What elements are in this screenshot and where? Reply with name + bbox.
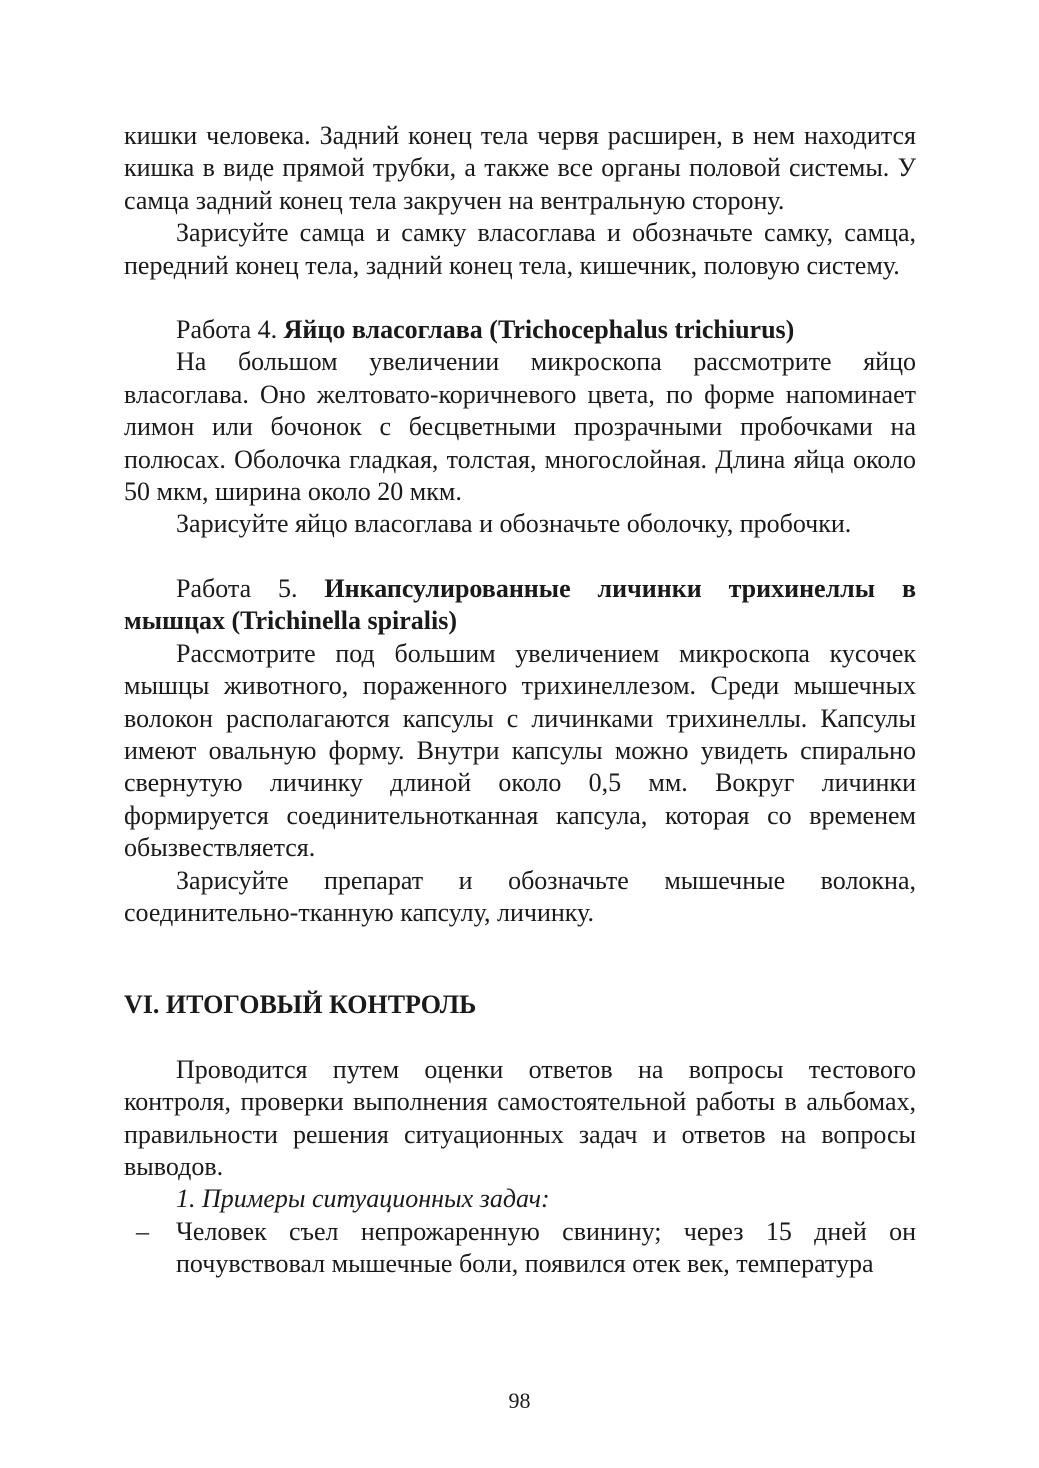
work4-task: Зарисуйте яйцо власоглава и обозначьте оболочку, пробочки. — [176, 509, 852, 539]
work4-prefix: Работа 4. — [176, 315, 278, 345]
paragraph-task-drawing-whipworm: Зарисуйте самца и самку власоглава и обозначьте самку, самца, передний конец тела, задний конец тела, кишечник, половую систему. — [124, 218, 916, 280]
spacer — [124, 929, 916, 989]
paragraph-intro: кишки человека. Задний конец тела червя расширен, в нем находится кишка в виде прямой трубки, а также все органы половой системы. У самца задний конец тела закручен на вентральную сторону. — [124, 121, 916, 215]
spacer — [124, 541, 916, 573]
spacer — [124, 1022, 916, 1054]
work4-title-line — [124, 314, 916, 346]
page-number: 98 — [508, 1388, 531, 1413]
examples-title: 1. Примеры ситуационных задач: — [176, 1184, 550, 1214]
work5-title: Инкапсулированные личинки трихинеллы в мышцах (Trichinella spiralis) — [124, 573, 917, 636]
work5-prefix: Работа 5. — [176, 573, 298, 603]
section-heading: VI. ИТОГОВЫЙ КОНТРОЛЬ — [124, 990, 477, 1020]
spacer — [124, 282, 916, 314]
work5-body: Рассмотрите под большим увеличением микроскопа кусочек мышцы животного, пораженного трихинеллезом. Среди мышечных волокон располагаются капсулы с личинками трихинеллы. Капсулы имеют овальную форму. Внутри капсулы можно увидеть спирально свернутую личинку длиной около 0,5 мм. Вокруг личинки формируется соединительнотканная капсула, которая со временем обызвествляется. — [124, 638, 916, 863]
work5-title-line — [124, 573, 916, 638]
page-content — [124, 120, 916, 1281]
work4-body: На большом увеличении микроскопа рассмотрите яйцо власоглава. Оно желтовато-коричневого цвета, по форме напоминает лимон или бочонок с бесцветными прозрачными пробочками на полюсах. Оболочка гладкая, толстая, многослойная. Длина яйца около 50 мкм, ширина около 20 мкм. — [124, 347, 916, 507]
dash-bullet: – — [136, 1216, 149, 1246]
list-item — [124, 1216, 916, 1281]
list-item-text: Человек съел непрожаренную свинину; через 15 дней он почувствовал мышечные боли, появился отек век, температура — [176, 1216, 916, 1279]
section-body: Проводится путем оценки ответов на вопросы тестового контроля, проверки выполнения самостоятельной работы в альбомах, правильности решения ситуационных задач и ответов на вопросы выводов. — [124, 1054, 916, 1181]
work4-title: Яйцо власоглава (Trichocephalus trichiurus) — [283, 315, 795, 345]
work5-task: Зарисуйте препарат и обозначьте мышечные волокна, соединительно-тканную капсулу, личинку. — [124, 865, 916, 927]
